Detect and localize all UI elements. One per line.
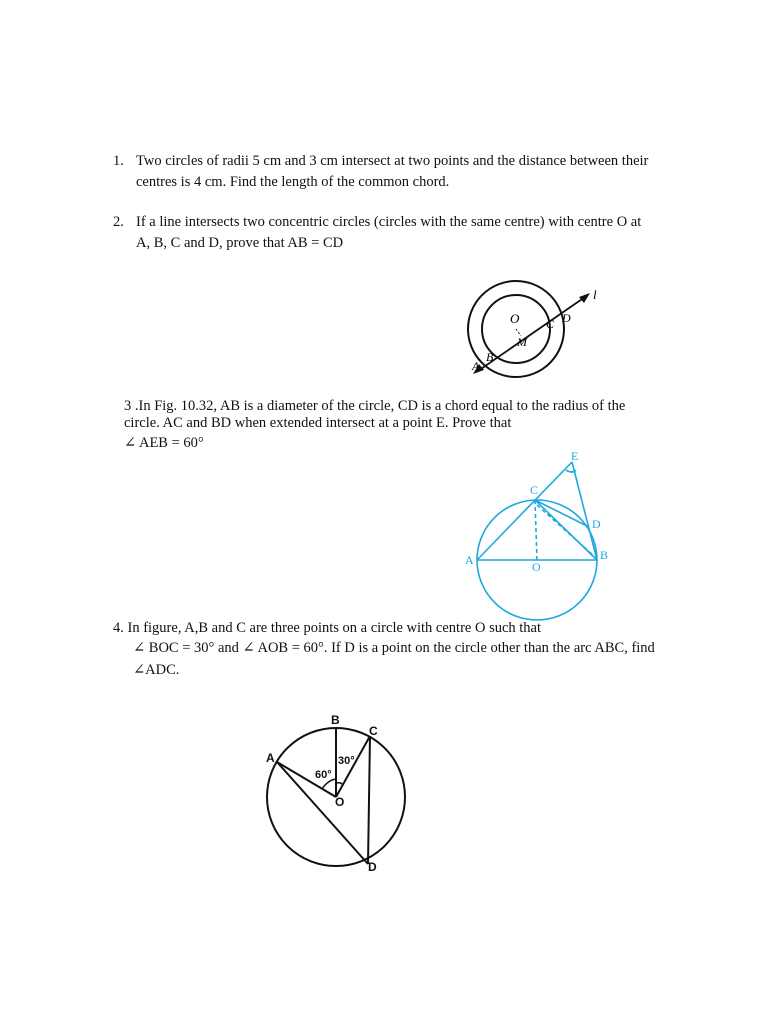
question-text-line: ∠ADC. [133, 662, 180, 678]
question-text-line: 3 .In Fig. 10.32, AB is a diameter of the circle, CD is a chord equal to the radius of the [124, 398, 626, 414]
label-o: O [335, 795, 345, 809]
label-m: M [517, 335, 527, 349]
question-text-line: A, B, C and D, prove that AB = CD [136, 235, 344, 251]
question-text-line: Two circles of radii 5 cm and 3 cm intersect at two points and the distance between their [136, 153, 649, 169]
question-number: 1. [113, 153, 124, 169]
question-text-line: centres is 4 cm. Find the length of the common chord. [136, 174, 450, 190]
label-a: A [465, 553, 474, 567]
angle-label-aob: 60° [315, 769, 332, 781]
angle-label-boc: 30° [338, 755, 355, 767]
question-text-line: circle. AC and BD when extended intersect at a point E. Prove that [124, 415, 512, 431]
label-o: O [510, 311, 520, 326]
label-a: A [472, 359, 480, 373]
chord-cd [368, 736, 370, 864]
label-a: A [266, 751, 275, 765]
label-b: B [486, 350, 494, 364]
question-text-line: 4. In figure, A,B and C are three points on a circle with centre O such that [113, 620, 542, 636]
label-d: D [592, 517, 601, 531]
label-c: C [530, 483, 539, 497]
label-b: B [331, 713, 340, 727]
question-number: 2. [113, 214, 124, 230]
label-d: D [562, 311, 571, 325]
angle-arc-boc [336, 783, 343, 785]
label-e: E [571, 449, 579, 463]
label-l: l [593, 287, 597, 302]
label-b: B [600, 548, 609, 562]
label-c: C [546, 317, 555, 331]
question-text-line: ∠ AEB = 60° [124, 435, 204, 451]
label-d: D [368, 860, 377, 874]
question-text-line: If a line intersects two concentric circles (circles with the same centre) with centre O at [136, 214, 642, 230]
question-text-line: ∠ BOC = 30° and ∠ AOB = 60°. If D is a point on the circle other than the arc ABC, find [133, 640, 655, 656]
label-c: C [369, 724, 378, 738]
label-o: O [532, 560, 541, 574]
